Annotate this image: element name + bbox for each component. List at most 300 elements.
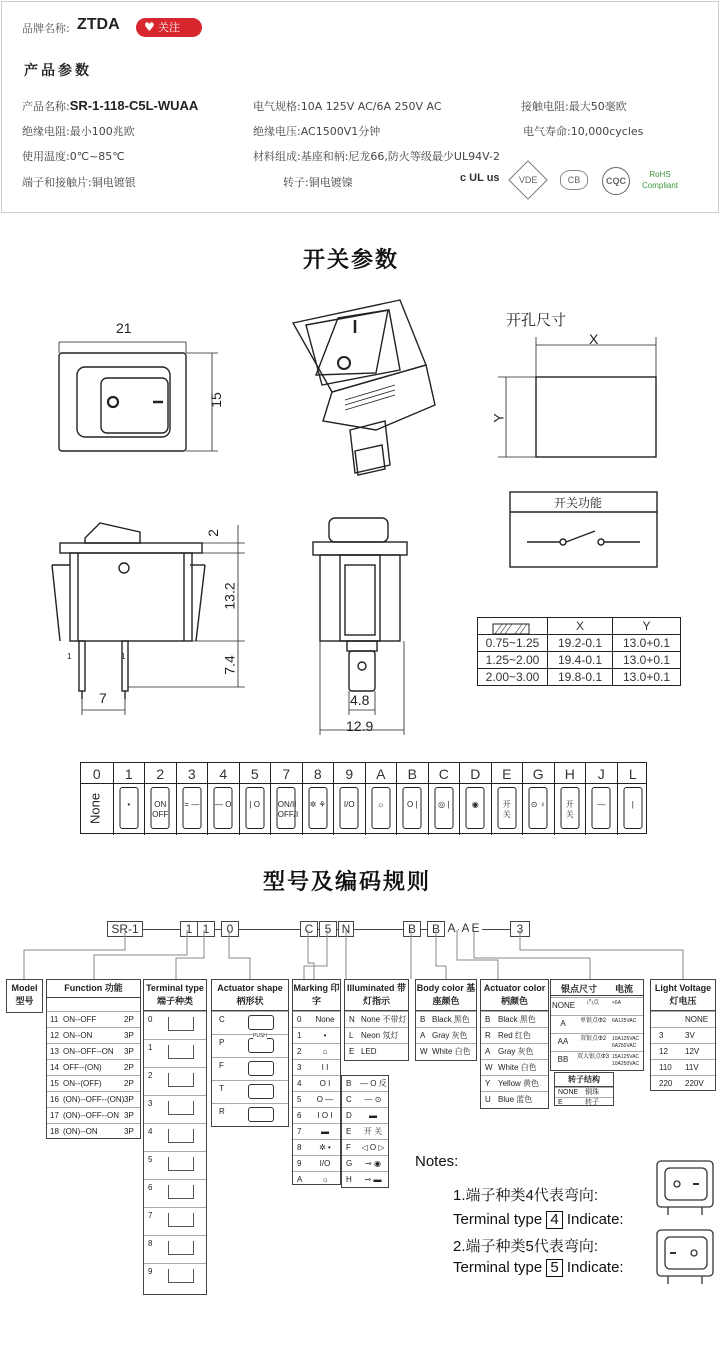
code-symbol: I/O: [340, 787, 359, 829]
list-item: [47, 1123, 140, 1139]
ul-logo-icon: c UL us: [460, 172, 500, 184]
cb-logo-icon: CB: [560, 170, 588, 190]
cell-text: N: [349, 1015, 355, 1024]
cell-text: Y: [485, 1079, 491, 1088]
list-item: [651, 1075, 715, 1091]
model-code-part: 3: [510, 921, 530, 937]
cell-text: LED: [361, 1047, 377, 1056]
cell-text: 14: [50, 1063, 59, 1072]
cell-text: White 白色: [498, 1063, 537, 1072]
cell-text: 5: [297, 1095, 302, 1104]
cell-text: •: [323, 1031, 327, 1040]
code-cell-h: [554, 763, 586, 835]
code-key: 3: [187, 766, 196, 782]
cell-text: E: [558, 1099, 563, 1106]
cell-text: B: [346, 1079, 352, 1088]
list-item: [481, 1091, 548, 1108]
list-item: [345, 1027, 408, 1044]
code-cell-l: [617, 763, 649, 835]
cell-text: 12: [50, 1031, 59, 1040]
cell-text: 1: [148, 1043, 153, 1052]
list-item: [416, 1011, 476, 1028]
list-item: [551, 997, 643, 1015]
param-electrical-life: 电气寿命:10,000cycles: [523, 125, 644, 138]
code-symbol: ON/II OFF/I: [277, 787, 296, 829]
cell-text: 12V: [685, 1047, 700, 1056]
cell-text: — ⊙: [364, 1095, 382, 1104]
list-item: [481, 1075, 548, 1092]
code-symbol: ◉: [466, 787, 485, 829]
code-key: 0: [92, 766, 101, 782]
cell-text: 2P: [124, 1079, 134, 1088]
cell-text: ☼: [321, 1175, 329, 1184]
cell-text: Gray 灰色: [432, 1031, 468, 1040]
list-item: [293, 1091, 340, 1108]
dim-pin-width: 4.8: [350, 692, 370, 708]
code-symbol: —: [592, 787, 611, 829]
list-item: [651, 1011, 715, 1028]
cell-text: T: [219, 1084, 224, 1093]
list-item: [293, 1075, 340, 1092]
table-row: [478, 652, 681, 669]
dim-body: 13.2: [221, 582, 238, 610]
cell-text: ON--ON: [63, 1031, 93, 1040]
cell-text: F: [219, 1061, 224, 1070]
function-title: 开关功能: [554, 496, 603, 510]
list-item: [416, 1043, 476, 1060]
param-insulation-resistance: 绝缘电阻:最小100兆欧: [22, 125, 135, 138]
list-item: [342, 1107, 388, 1124]
cell-text: ▬: [369, 1111, 377, 1120]
code-symbol: |: [623, 787, 642, 829]
terminal-shape-icon: [168, 1045, 194, 1059]
table-cell: 13.0+0.1: [613, 669, 681, 686]
code-symbol: None: [87, 792, 103, 824]
terminal-shape-icon: [168, 1101, 194, 1115]
cell-text: 3V: [685, 1031, 695, 1040]
cell-text: ON--(OFF): [63, 1079, 102, 1088]
cell-text: 4: [148, 1127, 153, 1136]
param-contact-resistance: 接触电阻:最大50毫欧: [521, 100, 627, 113]
cell-text: ⊸ ▬: [364, 1175, 382, 1184]
cell-text: W: [485, 1063, 493, 1072]
push-label: PUSH: [253, 1033, 267, 1039]
cell-text: 开 关: [363, 1127, 383, 1136]
code-cell-0: [81, 763, 113, 835]
actuator-shape-box: [211, 979, 289, 1127]
cell-text: ▬: [321, 1127, 329, 1136]
note-1-cn: 1.端子种类4代表弯向:: [453, 1187, 599, 1204]
table-header-cell: [478, 618, 548, 635]
cell-text: 17: [50, 1111, 59, 1120]
code-cell-e: [491, 763, 523, 835]
code-symbol: O |: [403, 787, 422, 829]
list-item: [481, 1043, 548, 1060]
cell-text: (ON)--OFF--(ON): [63, 1095, 125, 1104]
code-cell-1: [113, 763, 145, 835]
code-key: 7: [282, 766, 291, 782]
list-item: [416, 1027, 476, 1044]
actuator-shape-icon: [248, 1084, 274, 1099]
code-symbol: •: [119, 787, 138, 829]
cell-text: 3P: [124, 1095, 134, 1104]
cell-text: B: [420, 1015, 426, 1024]
code-key: E: [502, 766, 512, 782]
code-cell-4: [207, 763, 239, 835]
actuator-shape-icon: [248, 1061, 274, 1076]
cell-text: AA: [557, 1037, 569, 1046]
list-item: [293, 1011, 340, 1028]
cell-text: 220: [659, 1079, 673, 1088]
actuator-shape-icon: [248, 1015, 274, 1030]
code-cell-8: [302, 763, 334, 835]
list-item: [342, 1075, 388, 1092]
actuator-color-box: [480, 979, 549, 1109]
list-item: [651, 1059, 715, 1076]
list-item: [342, 1139, 388, 1156]
cell-text: BB: [557, 1055, 569, 1064]
model-code-part: 1: [180, 921, 198, 937]
table-row: [478, 635, 681, 652]
code-key: J: [597, 766, 605, 782]
cell-text: Black 黑色: [498, 1015, 536, 1024]
coding-title: 型号及编码规则: [263, 870, 432, 895]
code-cell-d: [459, 763, 491, 835]
marking-box-header: Marking 印字: [293, 980, 340, 1011]
cell-text: 12: [659, 1047, 668, 1056]
code-cell-5: [239, 763, 271, 835]
dim-width: 21: [116, 320, 132, 336]
silver-point-box: [550, 979, 644, 1071]
cell-text: 10A125VAC 6A250VAC: [612, 1036, 640, 1049]
vde-logo-icon: VDE: [508, 160, 548, 200]
list-item: [551, 1051, 643, 1069]
list-item: [47, 1059, 140, 1076]
list-item: [47, 1027, 140, 1044]
list-item: [293, 1059, 340, 1076]
cell-text: B: [485, 1015, 491, 1024]
cell-text: 8: [297, 1143, 302, 1152]
cell-text: NONE: [552, 1001, 576, 1010]
cell-text: 6: [148, 1183, 153, 1192]
dim-height: 15: [207, 392, 224, 408]
cell-text: A: [297, 1175, 303, 1184]
code-cell-a: [365, 763, 397, 835]
code-symbol: ◎ |: [434, 787, 453, 829]
brand-name[interactable]: ZTDA: [77, 16, 120, 33]
body-color-box-header: Body color 基座颜色: [416, 980, 476, 1011]
param-temperature: 使用温度:0℃~85℃: [22, 150, 125, 163]
table-cell: 1.25~2.00: [478, 652, 548, 669]
cell-text: I/O: [319, 1159, 331, 1168]
cell-text: F: [346, 1143, 351, 1152]
cell-text: C: [219, 1015, 225, 1024]
code-key: 8: [313, 766, 322, 782]
cell-text: L: [349, 1031, 354, 1040]
function-box: [46, 979, 141, 1139]
cell-text: 3: [148, 1099, 153, 1108]
cell-text: NONE: [558, 1089, 579, 1096]
model-box-header: Model 型号: [11, 983, 38, 1006]
cell-text: 11V: [685, 1063, 699, 1072]
list-item: [345, 1011, 408, 1028]
cqc-logo-icon: CQC: [602, 167, 630, 195]
cell-text: 3P: [124, 1127, 134, 1136]
follow-label: 关注: [158, 21, 180, 34]
silver-point-header: 银点尺寸 电流: [551, 980, 643, 996]
list-item: [555, 1087, 613, 1097]
actuator-shape-box-header: Actuator shape 柄形状: [212, 980, 288, 1011]
cell-text: 15: [50, 1079, 59, 1088]
cell-text: ⌂: [322, 1047, 328, 1056]
list-item: [47, 1091, 140, 1108]
cell-text: None 不带灯: [361, 1015, 407, 1024]
cutout-y-label: Y: [490, 413, 507, 423]
pin-label-left: 1: [67, 652, 72, 661]
cell-text: 铜珠: [585, 1089, 599, 1096]
cell-text: I O I: [317, 1111, 333, 1120]
drawing-title: 开关参数: [303, 248, 400, 273]
note-switch-drawings: [0, 1158, 720, 1298]
model-code-part: C: [300, 921, 318, 937]
symbol-code-strip: [80, 762, 647, 834]
cell-text: 9: [297, 1159, 302, 1168]
cell-text: O I: [319, 1079, 331, 1088]
cell-text: 0: [148, 1015, 153, 1024]
code-key: 1: [124, 766, 133, 782]
cell-text: Black 黑色: [432, 1015, 470, 1024]
cell-text: 2P: [124, 1063, 134, 1072]
actuator-shape-icon: [248, 1038, 274, 1053]
list-item: [293, 1139, 340, 1156]
code-symbol: — O: [214, 787, 233, 829]
cell-text: 2: [148, 1071, 153, 1080]
cell-text: G: [346, 1159, 353, 1168]
code-cell-g: [522, 763, 554, 835]
code-cell-7: [270, 763, 302, 835]
dim-top: 2: [204, 529, 221, 537]
cell-text: (ON)--OFF--ON: [63, 1111, 119, 1120]
code-key: H: [564, 766, 575, 782]
cell-text: 3P: [124, 1047, 134, 1056]
terminal-shape-icon: [168, 1129, 194, 1143]
cell-text: 1: [297, 1031, 302, 1040]
table-row: [478, 618, 681, 635]
follow-button[interactable]: [136, 18, 202, 37]
cell-text: E: [349, 1047, 355, 1056]
terminal-shape-icon: [168, 1017, 194, 1031]
cell-text: 8: [148, 1239, 153, 1248]
cell-text: — O 反: [360, 1079, 387, 1088]
code-key: L: [628, 766, 637, 782]
table-cell: 19.4-0.1: [548, 652, 613, 669]
marking-box: [292, 979, 341, 1185]
model-code-part: 5: [319, 921, 337, 937]
illuminated-box: [344, 979, 409, 1061]
list-item: [551, 1033, 643, 1051]
pin-label-right: 1: [121, 652, 126, 661]
cell-text: P: [219, 1038, 225, 1047]
code-key: G: [532, 766, 544, 782]
code-symbol: | O: [245, 787, 264, 829]
model-box: [6, 979, 43, 1013]
cell-text: 9: [148, 1267, 153, 1276]
code-symbol: ☼: [371, 787, 390, 829]
model-code-part: A: [459, 921, 472, 937]
list-item: [293, 1107, 340, 1124]
code-symbol: 开 关: [560, 787, 579, 829]
dimension-table: [477, 617, 681, 686]
list-item: [481, 1011, 548, 1028]
cell-text: 3: [659, 1031, 664, 1040]
param-rotor: 转子:铜电镀镍: [283, 176, 353, 189]
list-item: [47, 1107, 140, 1124]
table-cell: 19.2-0.1: [548, 635, 613, 652]
table-cell: 2.00~3.00: [478, 669, 548, 686]
list-item: [47, 1011, 140, 1028]
function-box-header: Function 功能: [47, 980, 140, 998]
code-cell-b: [396, 763, 428, 835]
note-1-en: Terminal type 4 Indicate:: [453, 1211, 624, 1228]
dim-pin-spacing: 7: [99, 690, 107, 706]
code-cell-2: [144, 763, 176, 835]
table-cell: 13.0+0.1: [613, 652, 681, 669]
actuator-shape-icon: [248, 1107, 274, 1122]
cell-text: ⊸ ◉: [365, 1159, 381, 1168]
rohs-logo-icon: RoHS Compliant: [642, 170, 679, 190]
list-item: [481, 1027, 548, 1044]
product-params-card: [1, 1, 719, 213]
param-product-name: 产品名称:SR-1-118-C5L-WUAA: [22, 98, 199, 113]
list-item: [47, 1075, 140, 1092]
cell-text: E: [346, 1127, 352, 1136]
cell-text: 0: [297, 1015, 302, 1024]
list-item: [47, 1043, 140, 1060]
param-electrical: 电气规格:10A 125V AC/6A 250V AC: [253, 100, 442, 113]
cell-text: W: [420, 1047, 428, 1056]
cell-text: A: [420, 1031, 426, 1040]
cell-text: D: [346, 1111, 352, 1120]
cell-text: Blue 蓝色: [498, 1095, 533, 1104]
code-key: C: [438, 766, 449, 782]
cell-text: I I: [321, 1063, 329, 1072]
model-code-part: B: [427, 921, 445, 937]
model-code-part: 1: [197, 921, 215, 937]
list-item: [342, 1123, 388, 1140]
light-voltage-box: [650, 979, 716, 1091]
cell-text: U: [485, 1095, 491, 1104]
cell-text: 转子: [585, 1099, 599, 1106]
cutout-title: 开孔尺寸: [506, 311, 567, 329]
notes-title: Notes:: [415, 1153, 459, 1170]
code-cell-c: [428, 763, 460, 835]
table-cell: 19.8-0.1: [548, 669, 613, 686]
cell-text: 18: [50, 1127, 59, 1136]
code-key: 2: [156, 766, 165, 782]
model-code-part: SR-1: [107, 921, 143, 937]
illuminated-box-header: Illuminated 带灯指示: [345, 980, 408, 1011]
cutout-x-label: X: [589, 331, 599, 347]
code-key: A: [376, 766, 386, 782]
cell-text: 220V: [685, 1079, 704, 1088]
cell-text: 16: [50, 1095, 59, 1104]
code-key: D: [470, 766, 481, 782]
note-2-en: Terminal type 5 Indicate:: [453, 1259, 624, 1276]
cell-text: 11: [50, 1015, 59, 1024]
cell-text: 15A125VAC 10A250VAC: [612, 1054, 640, 1067]
list-item: [651, 1027, 715, 1044]
code-key: 9: [345, 766, 354, 782]
section-title: 产品参数: [24, 63, 92, 79]
param-material: 材料组成:基座和柄:尼龙66,防火等级最少UL94V-2: [253, 150, 500, 163]
cell-text: ON--OFF--ON: [63, 1047, 114, 1056]
actuator-color-box-header: Actuator color 柄颜色: [481, 980, 548, 1011]
table-header-cell: X: [548, 618, 613, 635]
cell-text: NONE: [685, 1015, 709, 1024]
param-insulation-voltage: 绝缘电压:AC1500V1分钟: [253, 125, 381, 138]
code-key: 4: [219, 766, 228, 782]
table-cell: 0.75~1.25: [478, 635, 548, 652]
cell-text: 6A125VAC: [612, 1018, 637, 1024]
body-color-box: [415, 979, 477, 1061]
light-voltage-box-header: Light Voltage 灯电压: [651, 980, 715, 1011]
cell-text: 110: [659, 1063, 672, 1072]
model-code-part: E: [469, 921, 482, 937]
list-item: [342, 1091, 388, 1108]
table-cell: 13.0+0.1: [613, 635, 681, 652]
list-item: [293, 1027, 340, 1044]
list-item: [293, 1123, 340, 1140]
model-code-part: B: [403, 921, 421, 937]
code-cell-9: [333, 763, 365, 835]
model-code-part: 0: [221, 921, 239, 937]
code-symbol: ON OFF: [151, 787, 170, 829]
cell-text: 13: [50, 1047, 59, 1056]
cell-text: 2: [297, 1047, 302, 1056]
model-code-part: N: [338, 921, 354, 937]
cell-text: <6A: [612, 1000, 622, 1006]
cell-text: C: [346, 1095, 352, 1104]
list-item: [651, 1043, 715, 1060]
cell-text: 2P: [124, 1015, 134, 1024]
code-symbol: 开 关: [497, 787, 516, 829]
note-2-cn: 2.端子种类5代表弯向:: [453, 1238, 599, 1255]
cell-text: 5: [148, 1155, 153, 1164]
list-item: [293, 1043, 340, 1060]
cell-text: A: [485, 1047, 491, 1056]
model-code-part: A: [445, 921, 458, 937]
cell-text: White 白色: [432, 1047, 471, 1056]
list-item: [555, 1097, 613, 1106]
terminal-shape-icon: [168, 1073, 194, 1087]
code-cell-3: [176, 763, 208, 835]
cell-text: Red 红色: [498, 1031, 531, 1040]
cell-text: 3P: [124, 1111, 134, 1120]
cell-text: ◁ O ▷: [361, 1143, 385, 1152]
cell-text: None: [315, 1015, 335, 1024]
cell-text: 7: [148, 1211, 153, 1220]
brand-label: 品牌名称:: [22, 22, 70, 35]
cell-text: (ON)--ON: [63, 1127, 98, 1136]
list-item: [481, 1059, 548, 1076]
code-key: B: [407, 766, 417, 782]
dim-pin-length: 7.4: [221, 655, 238, 675]
cell-text: 双银点Φ2: [579, 1036, 607, 1042]
code-key: 5: [250, 766, 259, 782]
code-cell-j: [585, 763, 617, 835]
cell-text: Gray 灰色: [498, 1047, 534, 1056]
cell-text: 3P: [124, 1031, 134, 1040]
